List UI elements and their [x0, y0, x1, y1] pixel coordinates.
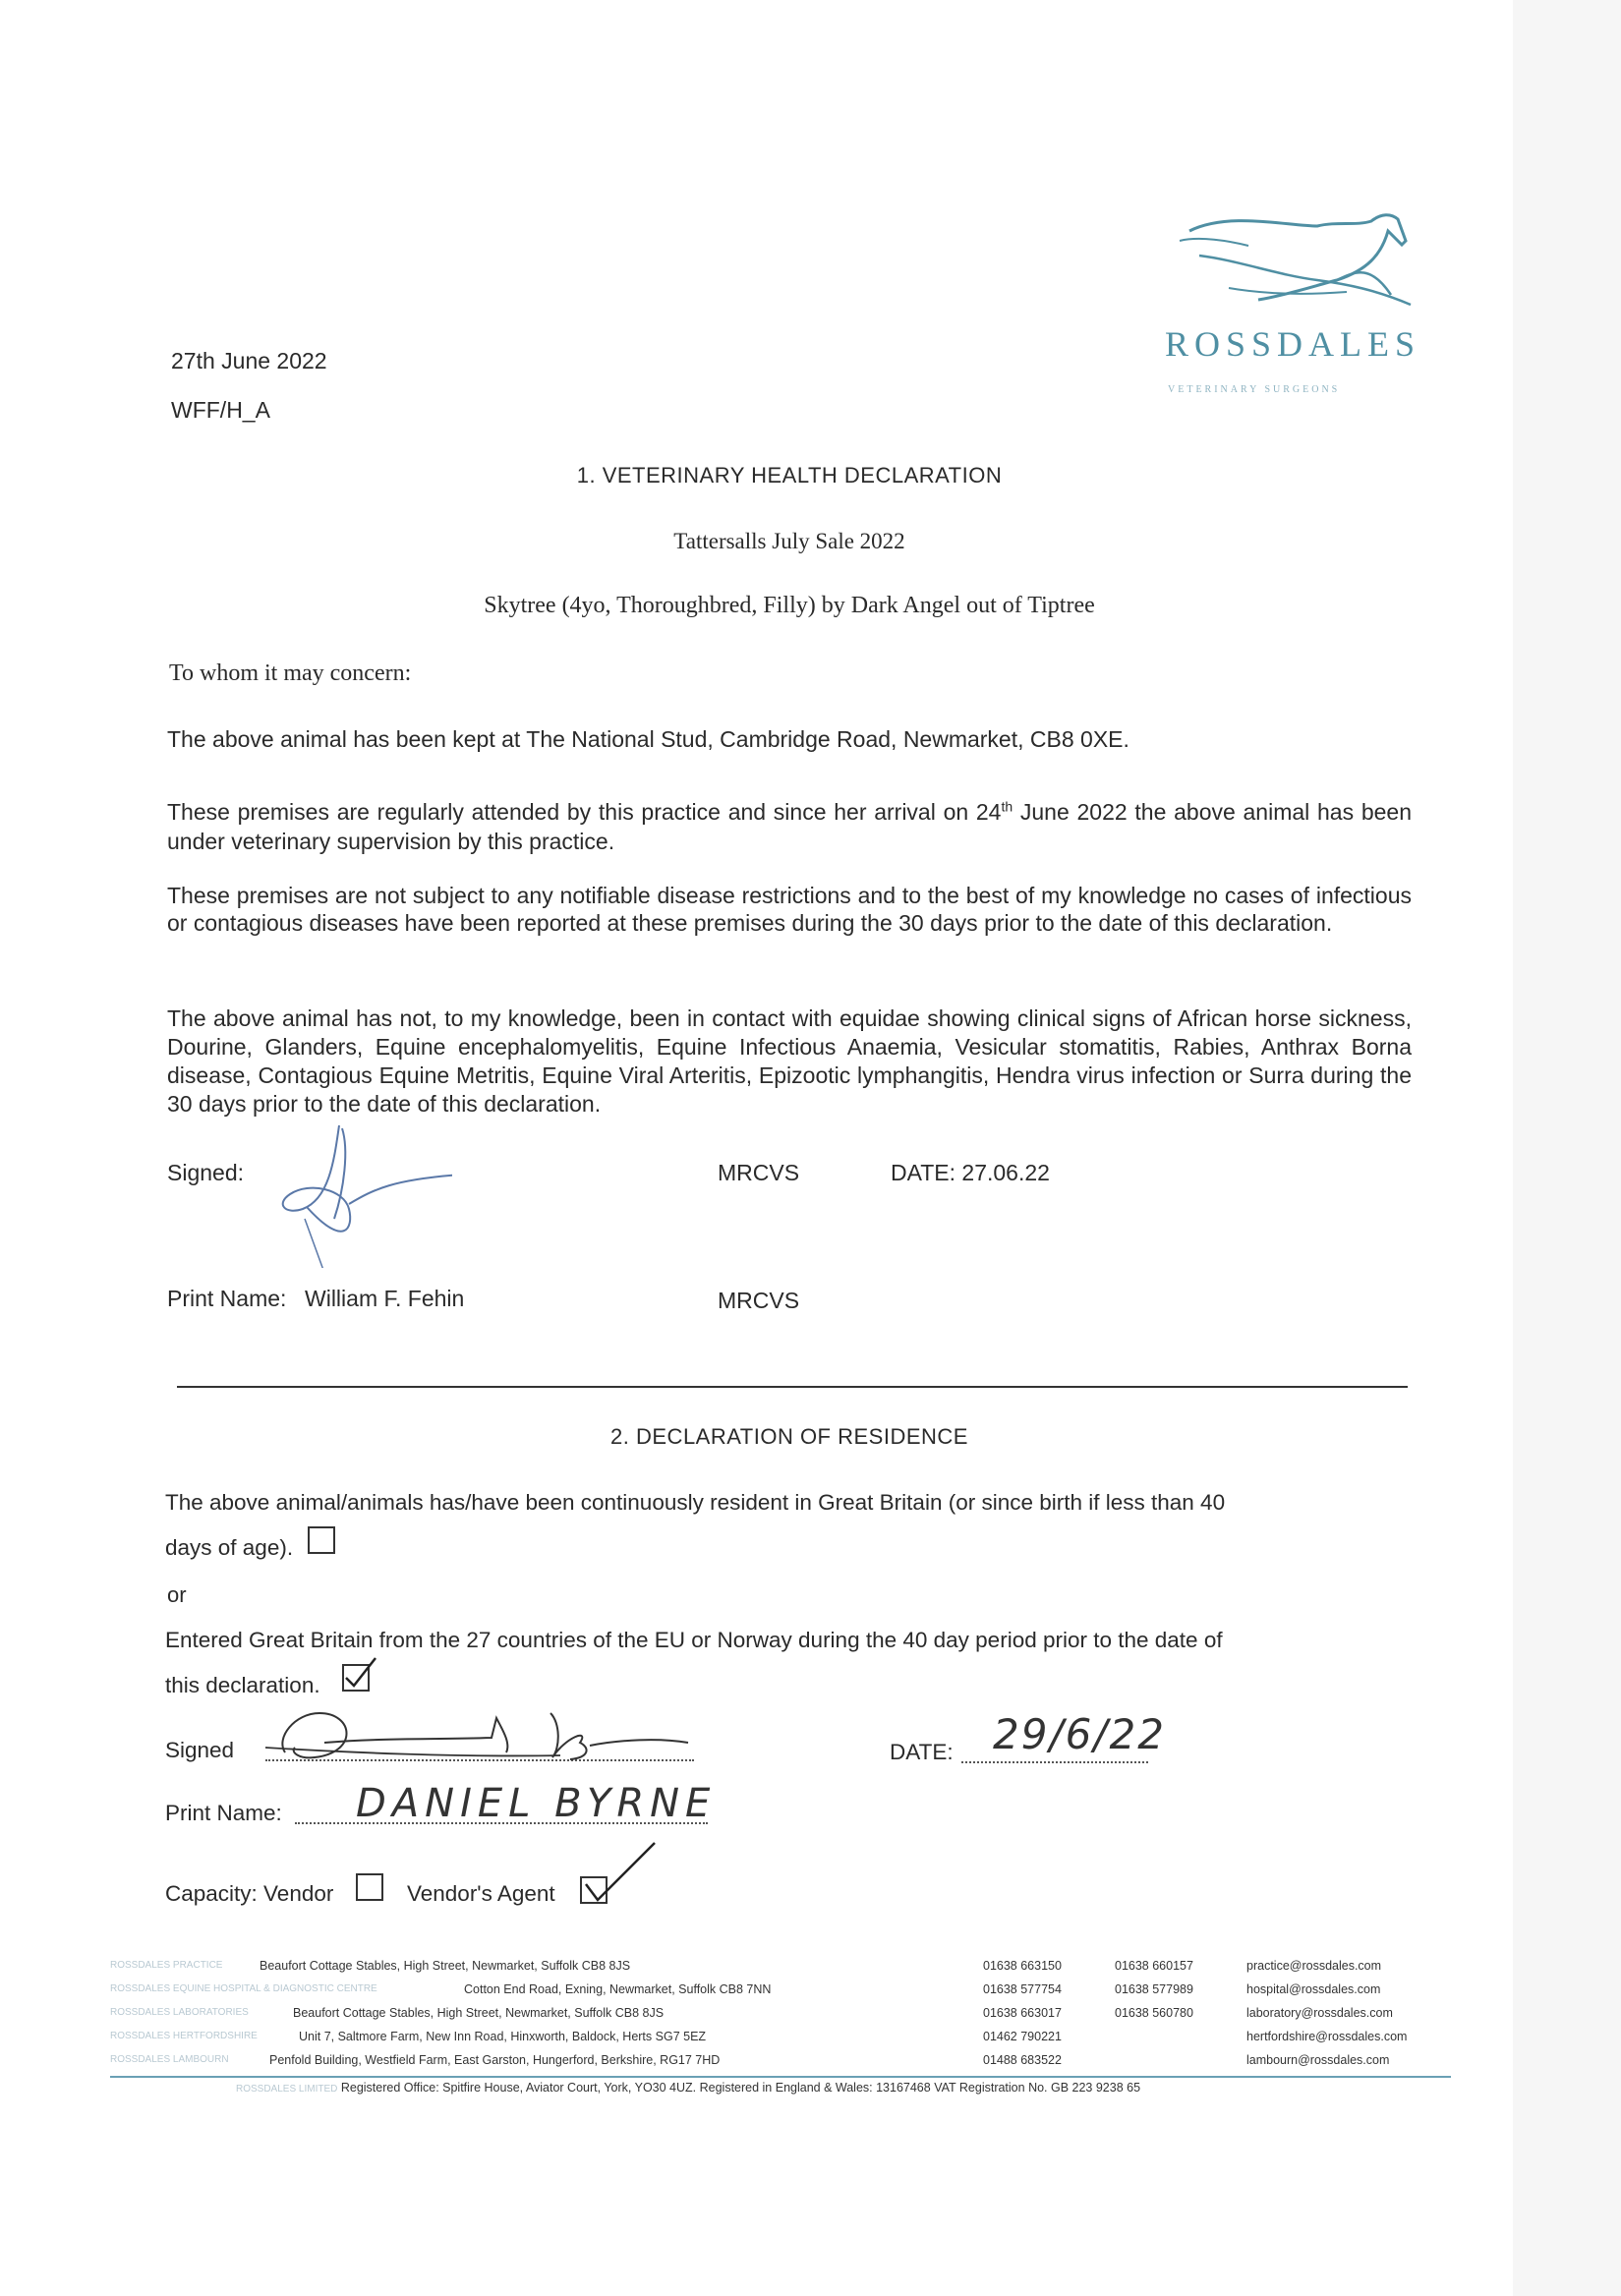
footer-tel: 01488 683522: [983, 2053, 1062, 2067]
paragraph-kept-at: [167, 724, 1412, 754]
footer-address: Beaufort Cottage Stables, High Street, Newmarket, Suffolk CB8 8JS: [260, 1959, 631, 1973]
section-divider: [177, 1386, 1408, 1388]
vendor-date-label: DATE:: [890, 1740, 954, 1764]
footer-registered-prefix: ROSSDALES LIMITED: [236, 2084, 338, 2095]
capacity-vendor-checkbox[interactable]: [356, 1873, 383, 1901]
section2-title: 2. DECLARATION OF RESIDENCE: [610, 1424, 968, 1449]
footer-tel: 01462 790221: [983, 2030, 1062, 2043]
section1-title: 1. VETERINARY HEALTH DECLARATION: [576, 463, 1003, 488]
vet-signed-label: Signed:: [167, 1160, 245, 1185]
vendor-print-name-label: Print Name:: [165, 1801, 282, 1825]
reference-code: WFF/H_A: [171, 397, 270, 423]
footer-row-3: [110, 2025, 1447, 2048]
footer-registered-line: [236, 2076, 1140, 2101]
residence-option1-line2: days of age).: [165, 1535, 294, 1560]
footer-email: hertfordshire@rossdales.com: [1246, 2030, 1408, 2043]
paragraph-restrictions-text: These premises are not subject to any notifiable disease restrictions and to the best of my knowledge no cases of infectious or contagious diseases have been reported at these premises during the 30 days prior to the date of this declaration.: [167, 883, 1412, 936]
residence-option1-line1: The above animal/animals has/have been continuously resident in Great Britain (or since birth if less than 40: [165, 1490, 1226, 1515]
logo-subtitle: VETERINARY SURGEONS: [1168, 384, 1341, 395]
vendor-date-value: 29/6/22: [993, 1710, 1166, 1758]
vet-signature-image: [256, 1120, 452, 1268]
footer-dept: ROSSDALES HERTFORDSHIRE: [110, 2031, 258, 2041]
vendor-signature-image: [265, 1698, 698, 1767]
footer-row-0: [110, 1954, 1447, 1978]
vendor-signed-label: Signed: [165, 1738, 235, 1762]
footer-dept: ROSSDALES LAMBOURN: [110, 2054, 229, 2065]
vet-print-name-label: Print Name:: [167, 1286, 287, 1311]
footer-address: Penfold Building, Westfield Farm, East Garston, Hungerford, Berkshire, RG17 7HD: [269, 2053, 721, 2067]
paragraph-kept-at-text: The above animal has been kept at The National Stud, Cambridge Road, Newmarket, CB8 0XE.: [167, 726, 1129, 752]
footer-email: lambourn@rossdales.com: [1246, 2053, 1390, 2067]
horse-description: Skytree (4yo, Thoroughbred, Filly) by Dark Angel out of Tiptree: [484, 593, 1095, 618]
footer-tel: 01638 663017: [983, 2006, 1062, 2020]
capacity-agent-checkbox[interactable]: [580, 1876, 608, 1904]
paragraph-attendance: [167, 791, 1412, 856]
vet-mrcvs-label: MRCVS: [718, 1160, 800, 1185]
vet-mrcvs-label-2: MRCVS: [718, 1288, 800, 1313]
capacity-agent-label: Vendor's Agent: [407, 1881, 555, 1906]
paragraph-attendance-part1: These premises are regularly attended by this practice and since her arrival on 24: [167, 798, 1002, 825]
paragraph-attendance-text: [167, 799, 1412, 854]
footer-address: Cotton End Road, Exning, Newmarket, Suffolk CB8 7NN: [464, 1982, 772, 1996]
paragraph-attendance-part2: June 2022 the above animal has been under veterinary supervision by this practice.: [167, 798, 1412, 854]
footer-fax: 01638 660157: [1115, 1959, 1193, 1973]
logo-name: ROSSDALES: [1165, 324, 1421, 364]
sale-name: Tattersalls July Sale 2022: [673, 529, 905, 553]
paragraph-contact: [167, 1004, 1412, 1119]
footer-row-1: [110, 1978, 1447, 2001]
vet-print-name-value: William F. Fehin: [305, 1286, 465, 1311]
footer-tel: 01638 663150: [983, 1959, 1062, 1973]
superscript-th: th: [1001, 798, 1013, 814]
horse-logo-icon: [1170, 201, 1425, 329]
salutation: To whom it may concern:: [169, 660, 412, 686]
vet-declaration-date: DATE: 27.06.22: [891, 1160, 1050, 1185]
footer-row-4: [110, 2048, 1447, 2072]
footer-address: Beaufort Cottage Stables, High Street, Newmarket, Suffolk CB8 8JS: [293, 2006, 665, 2020]
footer-row-2: [110, 2001, 1447, 2025]
checkmark-icon: [340, 1656, 379, 1695]
footer-email: hospital@rossdales.com: [1246, 1982, 1381, 1996]
capacity-vendor-label: Capacity: Vendor: [165, 1881, 334, 1906]
rossdales-logo: [1140, 201, 1435, 398]
footer-fax: 01638 577989: [1115, 1982, 1193, 1996]
footer-addresses: [110, 1954, 1447, 2072]
vendor-print-name-value: DANIEL BYRNE: [356, 1781, 717, 1826]
footer-email: practice@rossdales.com: [1246, 1959, 1382, 1973]
paragraph-contact-text: The above animal has not, to my knowledge, been in contact with equidae showing clinical signs of African horse sickness, Dourine, Glanders, Equine encephalomyelitis, Equine Infectious Anaemia, Vesicular stomatitis, Rabies, Anthrax Borna disease, Contagious Equine Metritis, Equine Viral Arteritis, Epizootic lymphangitis, Hendra virus infection or Surra during the 30 days prior to the date of this declaration.: [167, 1005, 1412, 1117]
checkmark-icon: [578, 1839, 657, 1908]
residence-option2-line1: Entered Great Britain from the 27 countries of the EU or Norway during the 40 day period prior to the date of: [165, 1628, 1223, 1652]
paragraph-restrictions: [167, 882, 1412, 937]
footer-dept: ROSSDALES LABORATORIES: [110, 2007, 249, 2018]
letter-date: 27th June 2022: [171, 348, 327, 373]
footer-tel: 01638 577754: [983, 1982, 1062, 1996]
vendor-date-dotted-line: [961, 1761, 1148, 1763]
footer-dept: ROSSDALES EQUINE HOSPITAL & DIAGNOSTIC CENTRE: [110, 1983, 377, 1994]
footer-address: Unit 7, Saltmore Farm, New Inn Road, Hinxworth, Baldock, Herts SG7 5EZ: [299, 2030, 707, 2043]
footer-email: laboratory@rossdales.com: [1246, 2006, 1393, 2020]
footer-fax: 01638 560780: [1115, 2006, 1193, 2020]
or-separator: or: [167, 1582, 187, 1607]
residence-option2-line2: this declaration.: [165, 1673, 320, 1697]
residence-option1-checkbox[interactable]: [308, 1526, 335, 1554]
footer-registered-text: Registered Office: Spitfire House, Aviator Court, York, YO30 4UZ. Registered in England & Wales: 13167468 VAT Registration No. GB 223 9238 65: [340, 2081, 1141, 2095]
residence-option2-checkbox[interactable]: [342, 1664, 370, 1692]
footer-dept: ROSSDALES PRACTICE: [110, 1960, 223, 1971]
scan-edge-shade: [1513, 0, 1621, 2296]
